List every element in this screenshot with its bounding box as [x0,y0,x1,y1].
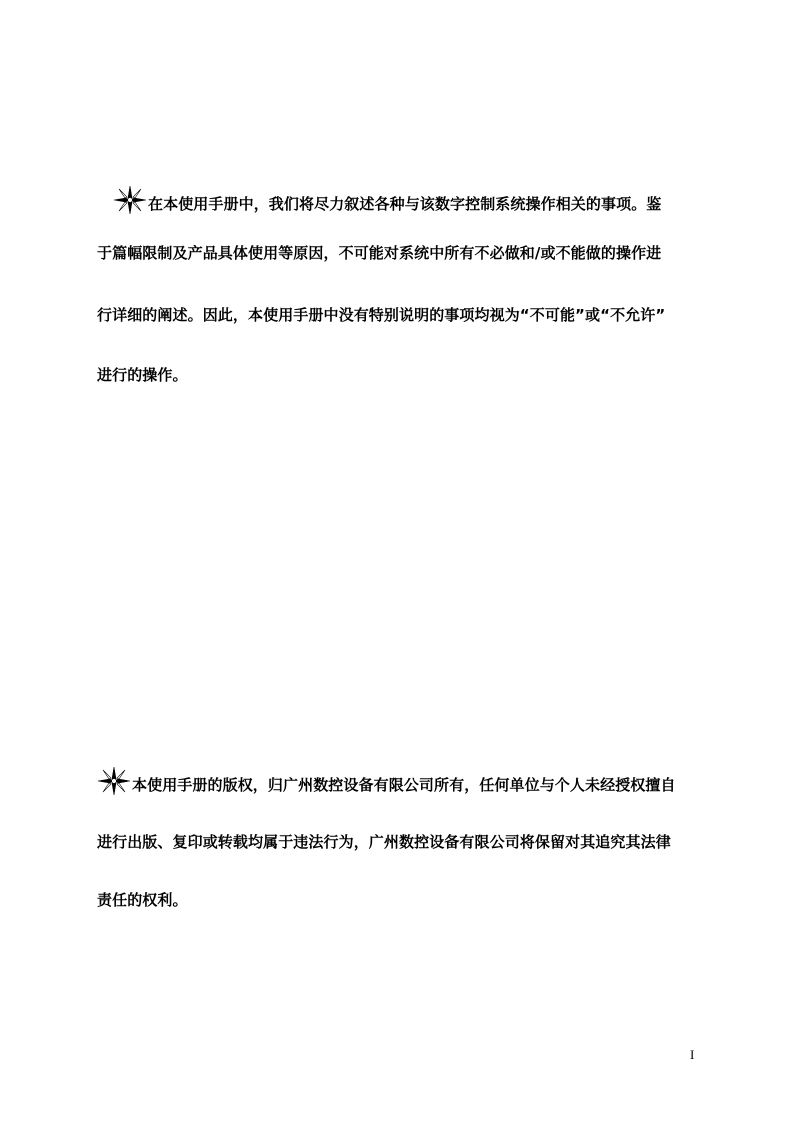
notice-1-line-4 [97,365,188,385]
notice-1-line-2 [97,243,661,263]
notice-2-line-1-text: 本使用手册的版权，归广州数控设备有限公司所有，任何单位与个人未经授权擅自 [132,776,676,794]
notice-2-line-2-text: 进行出版、复印或转载均属于违法行为，广州数控设备有限公司将保留对其追究其法律 [97,833,671,851]
notice-1-line-1-text: 在本使用手册中，我们将尽力叙述各种与该数字控制系统操作相关的事项。鉴 [148,195,662,213]
notice-1-line-3-text: 行详细的阐述。因此，本使用手册中没有特别说明的事项均视为“不可能”或“不允许” [97,306,666,324]
compass-star-icon [97,766,131,796]
notice-2-line-3 [97,890,188,910]
page-number: I [690,1047,695,1062]
notice-1-line-4-text: 进行的操作。 [97,366,188,384]
notice-2-line-2 [97,832,671,852]
notice-2-line-3-text: 责任的权利。 [97,891,188,909]
notice-1-line-1 [113,185,662,213]
compass-star-icon [113,185,147,215]
notice-1-line-2-text: 于篇幅限制及产品具体使用等原因，不可能对系统中所有不必做和/或不能做的操作进 [97,244,662,262]
notice-2-line-1 [97,766,676,794]
notice-1-line-3 [97,305,665,325]
